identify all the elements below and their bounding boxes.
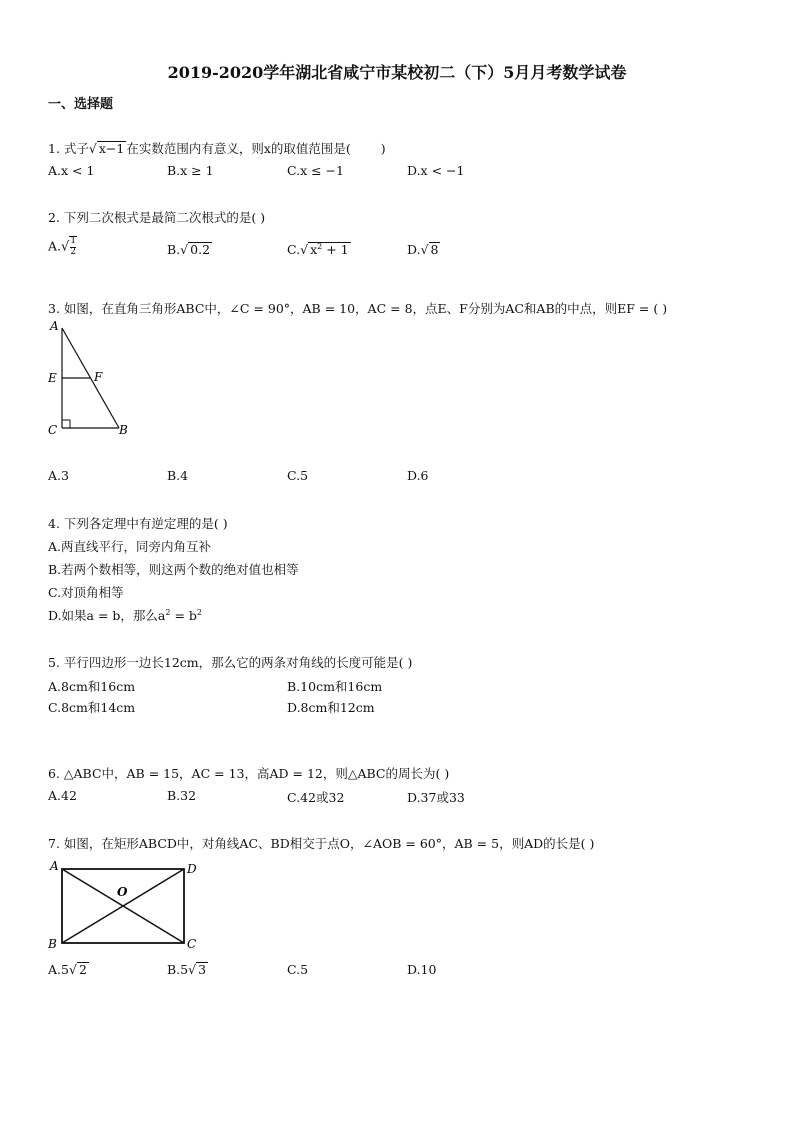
- q3-option-a: A.3: [48, 468, 69, 483]
- q2-option-d: D.√ 8: [407, 242, 439, 257]
- q3-option-d: D.6: [407, 468, 429, 483]
- q1-option-d: D.x < −1: [407, 163, 465, 178]
- q2-option-a-radical: √: [61, 239, 70, 255]
- q2-option-a: [48, 236, 77, 266]
- q2-option-b-prefix: B.: [167, 242, 181, 257]
- q7-option-a: A.5√ 2: [48, 962, 87, 977]
- q2-option-d-radicand: 8: [430, 242, 439, 257]
- question-3-stem: 3. 如图，在直角三角形ABC中，∠C = 90°，AB = 10，AC = 8，点E、F分别为AC和AB的中点，则EF = ( ): [48, 301, 668, 316]
- q4-option-d-exp2: 2: [196, 607, 203, 617]
- q6-option-b: B.32: [167, 788, 197, 803]
- q1-option-b: B.x ≥ 1: [167, 163, 214, 178]
- q4-option-a: A.两直线平行，同旁内角互补: [48, 539, 212, 554]
- q7-option-b: B.5√ 3: [167, 962, 207, 977]
- q1-radicand: x−1: [98, 141, 125, 156]
- q2-option-a-numerator: 1: [70, 236, 77, 246]
- q5-option-a: A.8cm和16cm: [48, 679, 136, 694]
- q1-radical: √ x−1: [88, 141, 125, 156]
- question-5-stem: 5. 平行四边形一边长12cm，那么它的两条对角线的长度可能是( ): [48, 655, 413, 670]
- section-heading: 一、选择题: [48, 97, 114, 112]
- q4-option-d-text-a: D.如果a = b，那么a: [48, 608, 166, 623]
- q3-option-b: B.4: [167, 468, 189, 483]
- q3-label-b: B: [119, 423, 128, 437]
- q3-right-angle-mark: [62, 420, 70, 428]
- q7-label-c: C: [187, 937, 197, 951]
- page-title: 2019-2020学年湖北省咸宁市某校初二（下）5月月考数学试卷: [167, 63, 627, 82]
- q4-option-d: [48, 606, 202, 624]
- q2-option-c-radicand: [308, 242, 351, 257]
- q5-option-b: B.10cm和16cm: [287, 679, 383, 694]
- q4-option-d-text-b: = b: [170, 608, 197, 623]
- q7-option-b-prefix: B.: [167, 962, 181, 977]
- q7-label-b: B: [48, 937, 57, 951]
- q7-label-d: D: [187, 862, 197, 876]
- q4-option-d-exp1: 2: [165, 607, 171, 617]
- q2-option-d-prefix: D.: [407, 242, 421, 257]
- q7-option-d: D.10: [407, 962, 437, 977]
- question-7-stem: 7. 如图，在矩形ABCD中，对角线AC、BD相交于点O，∠AOB = 60°，AB = 5，则AD的长是( ): [48, 836, 595, 851]
- q2-option-c-var: x: [310, 242, 318, 258]
- q2-option-b-radicand: 0.2: [190, 242, 211, 257]
- q2-option-a-denominator: 2: [70, 246, 77, 257]
- q3-label-c: C: [48, 423, 58, 437]
- q2-option-a-prefix: A.: [48, 238, 62, 254]
- q7-rectangle-figure: [44, 856, 214, 954]
- q5-option-c: C.8cm和14cm: [48, 700, 136, 715]
- q7-option-b-radicand: 3: [198, 962, 207, 977]
- q5-option-d: D.8cm和12cm: [287, 700, 375, 715]
- q2-option-c-prefix: C.: [287, 242, 301, 258]
- q7-option-c: C.5: [287, 962, 309, 977]
- q7-option-a-prefix: A.: [48, 962, 62, 977]
- q7-option-a-radicand: 2: [78, 962, 87, 977]
- question-1-stem: [48, 139, 386, 157]
- q2-option-c: C.√ $x^2 + 1$: [287, 242, 349, 258]
- question-4-stem: 4. 下列各定理中有逆定理的是( ): [48, 516, 228, 531]
- q1-stem-end: ): [380, 141, 386, 156]
- q2-option-c-rest: + 1: [322, 242, 349, 258]
- q3-label-e: E: [48, 371, 57, 385]
- q7-option-b-coef: 5: [180, 962, 189, 977]
- q6-option-c: C.42或32: [287, 790, 345, 805]
- q2-option-c-exponent: 2: [317, 242, 323, 251]
- q3-label-f: F: [94, 370, 103, 384]
- q3-triangle-figure: [44, 318, 144, 442]
- q3-label-a: A: [50, 319, 59, 333]
- q4-option-c: C.对顶角相等: [48, 585, 124, 600]
- question-2-stem: 2. 下列二次根式是最简二次根式的是( ): [48, 210, 266, 225]
- q7-label-o: O: [117, 885, 128, 899]
- q7-label-a: A: [50, 859, 59, 873]
- q2-option-a-fraction: [69, 236, 77, 258]
- q2-option-b: B.√ 0.2: [167, 242, 211, 257]
- q1-stem-mid: 在实数范围内有意义，则x的取值范围是(: [126, 141, 351, 156]
- q3-option-c: C.5: [287, 468, 309, 483]
- q7-option-a-coef: 5: [61, 962, 69, 977]
- question-6-stem: 6. △ABC中，AB = 15，AC = 13，高AD = 12，则△ABC的周长为( ): [48, 766, 450, 781]
- q6-option-d: D.37或33: [407, 790, 465, 805]
- q1-option-c: C.x ≤ −1: [287, 163, 344, 178]
- q1-stem-start: 1. 式子: [48, 141, 89, 156]
- q4-option-b: B.若两个数相等，则这两个数的绝对值也相等: [48, 562, 299, 577]
- q1-option-a: A.x < 1: [48, 163, 95, 178]
- q6-option-a: A.42: [48, 788, 77, 803]
